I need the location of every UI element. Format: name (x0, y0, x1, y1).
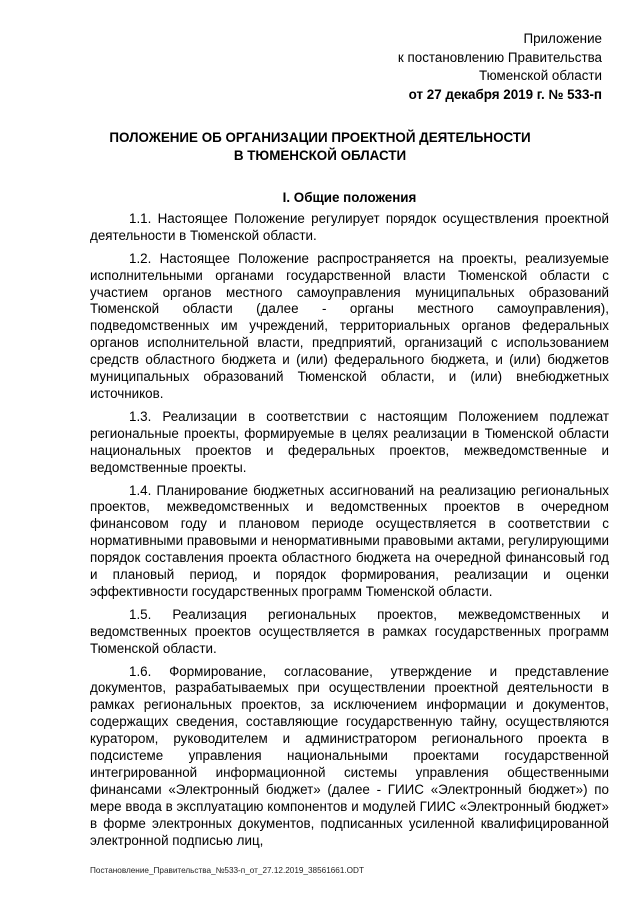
document-title-line-2: В ТЮМЕНСКОЙ ОБЛАСТИ (233, 148, 407, 163)
approval-stamp (398, 30, 602, 104)
paragraph-1-4: 1.4. Планирование бюджетных ассигнований на реализацию региональных проектов, межведомственных и ведомственных проектов в очередном финансовом году и плановом периоде осуществляется в соответствии с нормативными правовыми и ненормативными правовыми актами, регулирующими порядок составления проекта областного бюджета на очередной финансовый год и плановый период, и порядок формирования, реализации и оценки эффективности государственных программ Тюменской области. (90, 482, 609, 599)
approval-line-region: Тюменской области (479, 68, 602, 83)
paragraph-1-6: 1.6. Формирование, согласование, утверждение и представление документов, разрабатываемых при осуществлении проектной деятельности в рамках региональных проектов, за исключением информации и документов, содержащих сведения, составляющие государственную тайну, осуществляются куратором, руководителем и администратором регионального проекта в подсистеме управления национальными проектами государственной интегрированной информационной системы управления общественными финансами «Электронный бюджет» (далее - ГИИС «Электронный бюджет») по мере ввода в эксплуатацию компонентов и модулей ГИИС «Электронный бюджет» в форме электронных документов, подписанных усиленной квалифицированной электронной подписью лиц, (90, 663, 609, 848)
document-title-line-1: ПОЛОЖЕНИЕ ОБ ОРГАНИЗАЦИИ ПРОЕКТНОЙ ДЕЯТЕЛЬНОСТИ (109, 130, 531, 145)
section-heading: I. Общие положения (282, 190, 417, 205)
approval-line-appendix: Приложение (523, 31, 602, 46)
paragraph-1-5: 1.5. Реализация региональных проектов, межведомственных и ведомственных проектов осуществляется в рамках государственных программ Тюменской области. (90, 606, 609, 656)
footer-filename: Постановление_Правительства_№533-п_от_27.12.2019_38561661.ODT (90, 866, 364, 875)
paragraph-1-2: 1.2. Настоящее Положение распространяется на проекты, реализуемые исполнительными органами государственной власти Тюменской области с участием органов местного самоуправления муниципальных образований Тюменской области (далее - органы местного самоуправления), подведомственных им учреждений, территориальных органов федеральных органов исполнительной власти, предприятий, организаций с использованием средств областного бюджета и (или) федерального бюджета, и (или) бюджетов муниципальных образований Тюменской области, и (или) внебюджетных источников. (90, 250, 609, 401)
paragraph-1-3: 1.3. Реализации в соответствии с настоящим Положением подлежат региональные проекты, формируемые в целях реализации в Тюменской области национальных проектов и федеральных проектов, межведомственные и ведомственные проекты. (90, 408, 609, 475)
paragraph-1-1: 1.1. Настоящее Положение регулирует порядок осуществления проектной деятельности в Тюменской области. (90, 210, 609, 243)
document-title (0, 129, 640, 165)
document-body (90, 190, 609, 856)
approval-line-decree: к постановлению Правительства (397, 49, 602, 65)
approval-line-date-number: от 27 декабря 2019 г. № 533-п (408, 86, 602, 102)
